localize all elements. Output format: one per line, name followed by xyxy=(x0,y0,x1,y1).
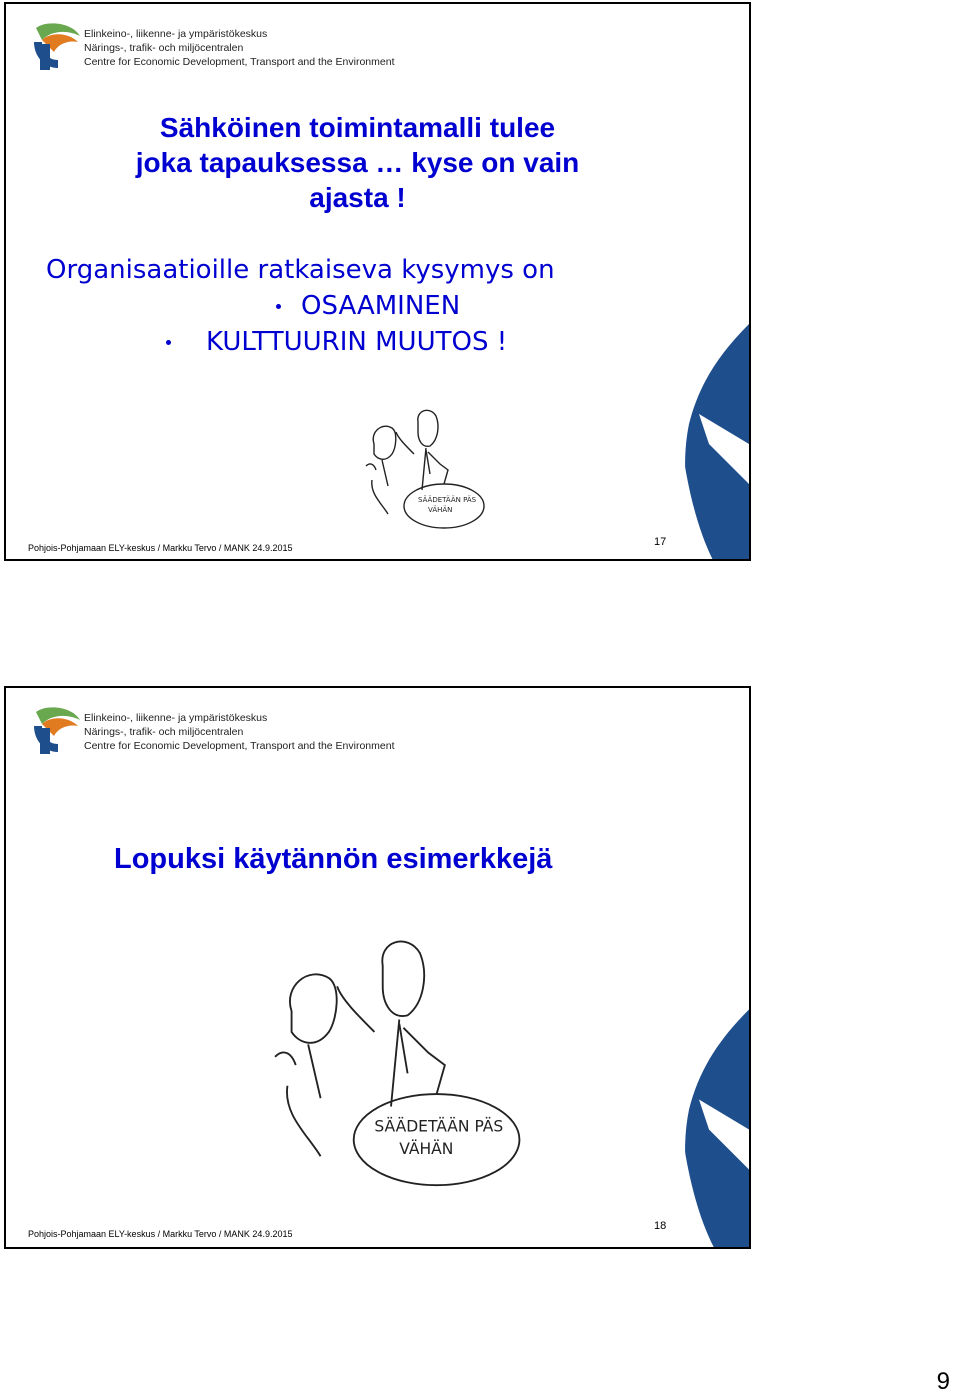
org-line-fi: Elinkeino-, liikenne- ja ympäristökeskus xyxy=(84,712,268,724)
document-page-number: 9 xyxy=(936,1368,950,1395)
organization-name xyxy=(84,27,395,69)
subtitle: Organisaatioille ratkaiseva kysymys on xyxy=(46,255,555,285)
organization-name xyxy=(84,711,395,753)
cartoon-illustration xyxy=(352,404,492,534)
org-line-fi: Elinkeino-, liikenne- ja ympäristökeskus xyxy=(84,28,268,40)
slide-18 xyxy=(4,686,751,1249)
slide-title xyxy=(6,110,749,215)
org-line-en: Centre for Economic Development, Transport and the Environment xyxy=(84,56,395,68)
bullet-text: KULTTUURIN MUUTOS ! xyxy=(206,327,508,357)
slide-17 xyxy=(4,2,751,561)
ely-corner-graphic-icon xyxy=(669,1008,749,1249)
cartoon-caption-line: SÄÄDETÄÄN PÄS xyxy=(418,496,477,504)
title-line: ajasta ! xyxy=(309,182,406,213)
bullet-item xyxy=(46,288,555,324)
ely-logo-icon xyxy=(28,22,84,74)
ely-corner-graphic-icon xyxy=(669,324,749,561)
slide-page-number: 17 xyxy=(654,536,667,548)
bullet-text: OSAAMINEN xyxy=(301,291,461,321)
ely-logo-icon xyxy=(28,706,84,758)
cartoon-caption-line: SÄÄDETÄÄN PÄS xyxy=(374,1117,504,1136)
bullet-icon xyxy=(276,304,281,309)
org-line-sv: Närings-, trafik- och miljöcentralen xyxy=(84,726,244,738)
org-line-en: Centre for Economic Development, Transport and the Environment xyxy=(84,740,395,752)
title-line: joka tapauksessa … kyse on vain xyxy=(135,147,580,178)
cartoon-caption-line: VÄHÄN xyxy=(428,506,453,514)
cartoon-illustration xyxy=(246,918,536,1208)
title-line: Sähköinen toimintamalli tulee xyxy=(159,112,556,143)
bullet-icon xyxy=(166,340,171,345)
bullet-item xyxy=(46,324,555,360)
org-line-sv: Närings-, trafik- och miljöcentralen xyxy=(84,42,244,54)
slide-footer: Pohjois-Pohjamaan ELY-keskus / Markku Tervo / MANK 24.9.2015 xyxy=(28,1229,293,1239)
cartoon-caption-line: VÄHÄN xyxy=(399,1140,454,1159)
slide-page-number: 18 xyxy=(654,1220,667,1232)
slide-footer: Pohjois-Pohjamaan ELY-keskus / Markku Tervo / MANK 24.9.2015 xyxy=(28,543,293,553)
slide-title: Lopuksi käytännön esimerkkejä xyxy=(114,843,553,875)
subtitle-block xyxy=(46,252,555,360)
